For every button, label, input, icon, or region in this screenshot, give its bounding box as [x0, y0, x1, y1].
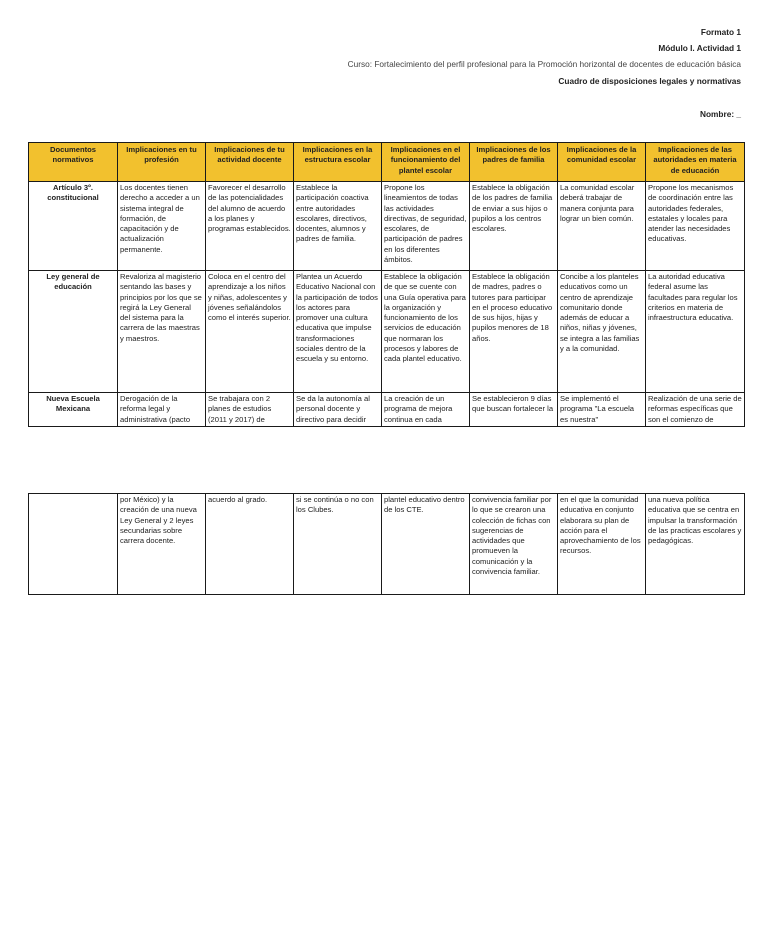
- row-document-label: Nueva Escuela Mexicana: [29, 393, 118, 427]
- table-cell: Plantea un Acuerdo Educativo Nacional con la participación de todos los actores para promover una cultura educativa que impulse transformaciones sociales dentro de la escuela y su entorno.: [294, 271, 382, 393]
- table-cell: Establece la obligación de los padres de familia de enviar a sus hijos o pupilos a los centros escolares.: [470, 182, 558, 271]
- table-cell: Derogación de la reforma legal y administrativa (pacto: [118, 393, 206, 427]
- row-document-label: Ley general de educación: [29, 271, 118, 393]
- table-cell: Los docentes tienen derecho a acceder a un sistema integral de formación, de capacitación y de actualización permanente.: [118, 182, 206, 271]
- table-header-row: [29, 143, 745, 182]
- table-cell: Favorecer el desarrollo de las potencialidades del alumno de acuerdo a los planes y programas establecidos.: [206, 182, 294, 271]
- table-cell: convivencia familiar por lo que se crearon una colección de fichas con sugerencias de actividades que promueven la comunicación y la convivencia familiar.: [470, 494, 558, 595]
- table-cell: si se continúa o no con los Clubes.: [294, 494, 382, 595]
- column-header: Implicaciones de la comunidad escolar: [558, 143, 646, 182]
- table-row: [29, 271, 745, 393]
- column-header: Implicaciones de tu actividad docente: [206, 143, 294, 182]
- table-cell: Se establecieron 9 días que buscan fortalecer la: [470, 393, 558, 427]
- table-cell: Establece la participación coactiva entre autoridades escolares, directivos, docentes, alumnos y padres de familia.: [294, 182, 382, 271]
- table-cell: Se implementó el programa "La escuela es nuestra": [558, 393, 646, 427]
- table-cell: en el que la comunidad educativa en conjunto elaborara su plan de acción para el aprovechamiento de los recursos.: [558, 494, 646, 595]
- table-cell: La autoridad educativa federal asume las facultades para regular los criterios en materia de infraestructura educativa.: [646, 271, 745, 393]
- legal-provisions-table-continuation: [28, 493, 745, 595]
- column-header: Implicaciones de las autoridades en materia de educación: [646, 143, 745, 182]
- table-cell: Propone los mecanismos de coordinación entre las autoridades federales, estatales y locales para atender las necesidades educativas.: [646, 182, 745, 271]
- column-header: Implicaciones de los padres de familia: [470, 143, 558, 182]
- module-label: Módulo I. Actividad 1: [658, 43, 741, 53]
- table-cell: La comunidad escolar deberá trabajar de manera conjunta para lograr un bien común.: [558, 182, 646, 271]
- table-row: [29, 393, 745, 427]
- table-cell: plantel educativo dentro de los CTE.: [382, 494, 470, 595]
- course-label: Curso: Fortalecimiento del perfil profesional para la Promoción horizontal de docentes de educación básica: [347, 59, 741, 69]
- column-header: Implicaciones en la estructura escolar: [294, 143, 382, 182]
- table-cell: Concibe a los planteles educativos como un centro de aprendizaje comunitario donde además de educar a niños, niñas y jóvenes, se integra a las familias y a la comunidad.: [558, 271, 646, 393]
- name-field-label: Nombre: _: [699, 109, 741, 119]
- table-title: Cuadro de disposiciones legales y normativas: [558, 76, 741, 86]
- table-cell: Revaloriza al magisterio sentando las bases y principios por los que se regirá la Ley General del sistema para la carrera de las maestras y maestros.: [118, 271, 206, 393]
- table-cell: Establece la obligación de que se cuente con una Guía operativa para la organización y funcionamiento de los servicios de educación que normaran los procesos y labores de cada plantel educativo.: [382, 271, 470, 393]
- row-document-label: [29, 494, 118, 595]
- format-label: Formato 1: [700, 27, 741, 37]
- table-cell: Coloca en el centro del aprendizaje a los niños y niñas, adolescentes y jóvenes señalándolos como el interés superior.: [206, 271, 294, 393]
- table-cell: acuerdo al grado.: [206, 494, 294, 595]
- legal-provisions-table: [28, 142, 745, 427]
- table-cell: una nueva política educativa que se centra en impulsar la transformación de las practicas escolares y pedagógicas.: [646, 494, 745, 595]
- table-cell: Realización de una serie de reformas específicas que son el comienzo de: [646, 393, 745, 427]
- table-cell: por México) y la creación de una nueva Ley General y 2 leyes secundarias sobre carrera docente.: [118, 494, 206, 595]
- table-cell: La creación de un programa de mejora continua en cada: [382, 393, 470, 427]
- table-row: [29, 494, 745, 595]
- table-cell: Se trabajara con 2 planes de estudios (2011 y 2017) de: [206, 393, 294, 427]
- table-cell: Establece la obligación de madres, padres o tutores para participar en el proceso educativo de sus hijos, hijas y pupilos menores de 18 años.: [470, 271, 558, 393]
- row-document-label: Artículo 3º. constitucional: [29, 182, 118, 271]
- column-header: Implicaciones en tu profesión: [118, 143, 206, 182]
- table-row: [29, 182, 745, 271]
- column-header: Documentos normativos: [29, 143, 118, 182]
- table-cell: Se da la autonomía al personal docente y directivo para decidir: [294, 393, 382, 427]
- table-cell: Propone los lineamientos de todas las actividades directivas, de seguridad, escolares, de participación de padres en los diferentes ámbitos.: [382, 182, 470, 271]
- column-header: Implicaciones en el funcionamiento del plantel escolar: [382, 143, 470, 182]
